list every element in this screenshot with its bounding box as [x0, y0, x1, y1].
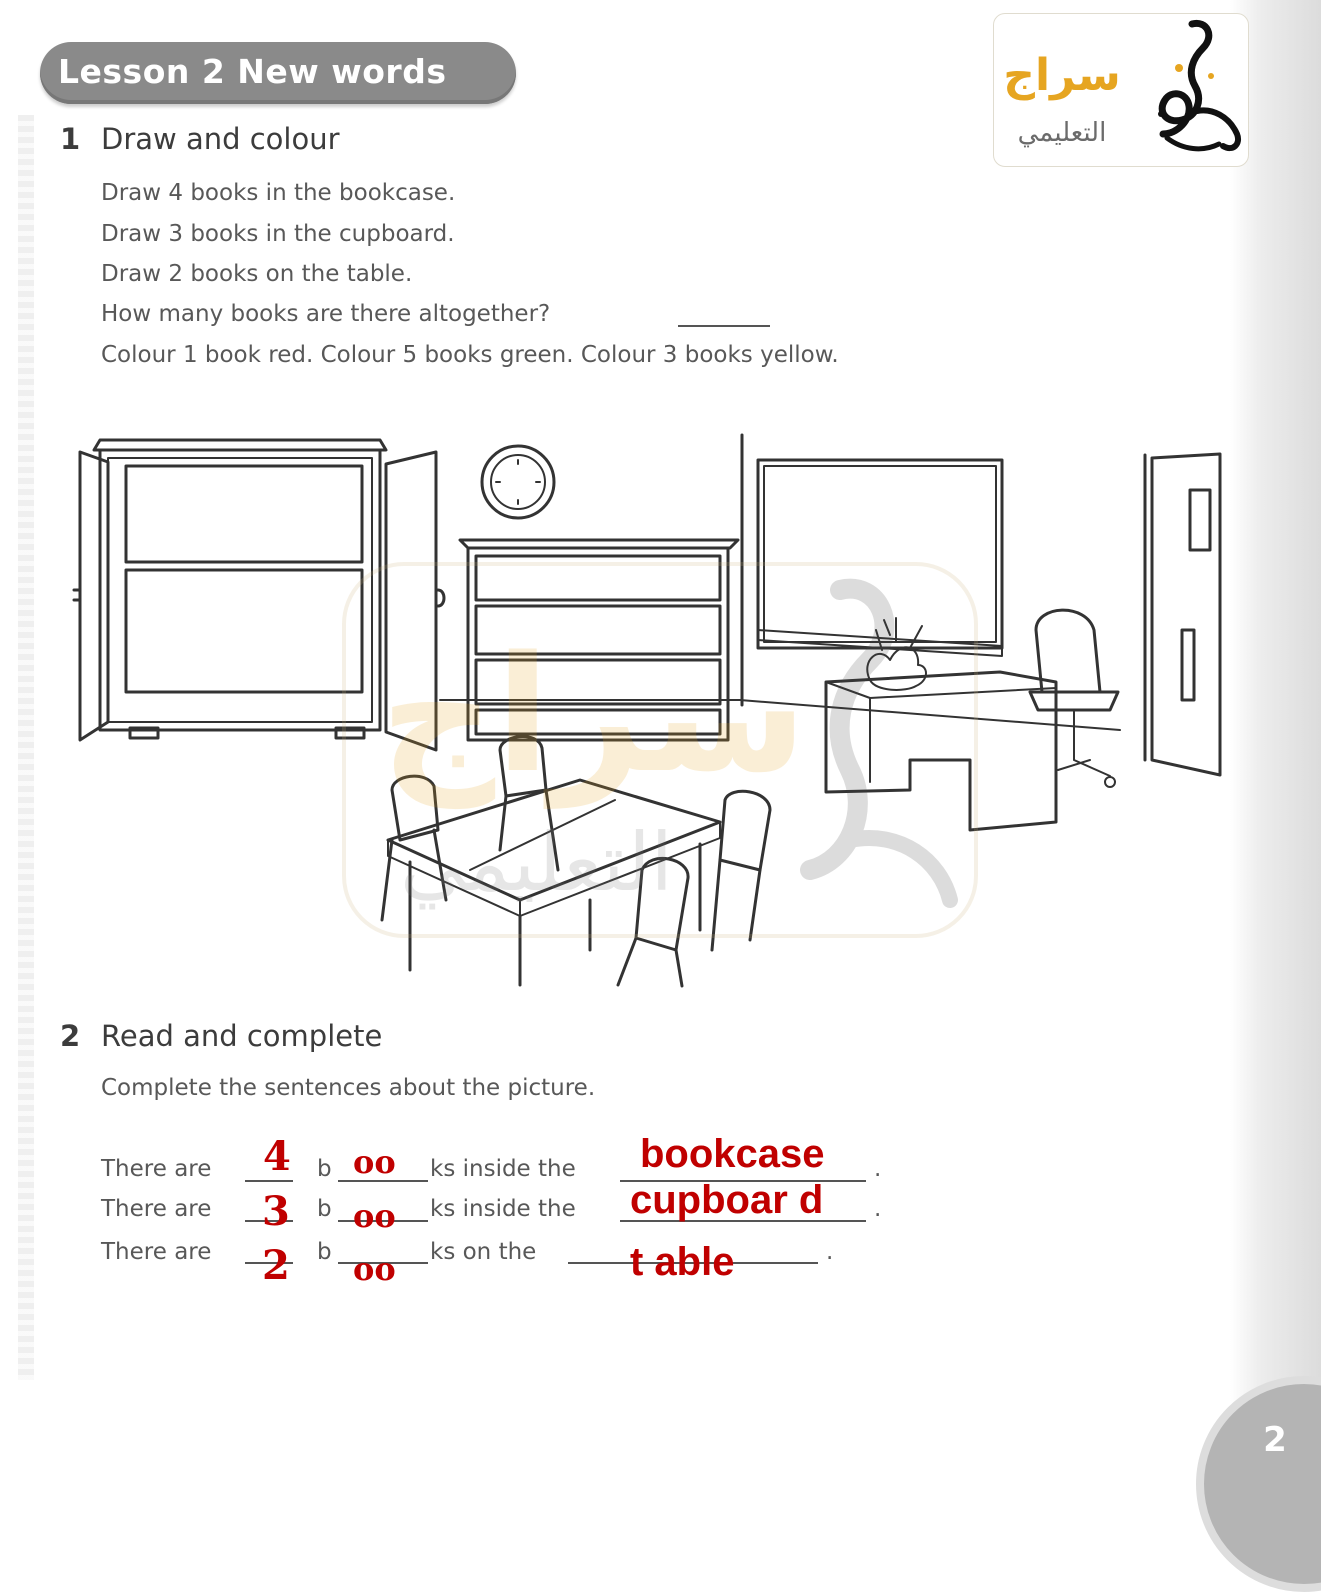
- page-number: 2: [1263, 1420, 1287, 1460]
- copyright-side-strip: [18, 115, 34, 1380]
- clock-drawing: [482, 446, 554, 518]
- section-2-number: 2: [60, 1019, 81, 1053]
- answer-1-word: bookcase: [640, 1132, 825, 1176]
- sentence-2-part-3: ks inside the: [430, 1196, 576, 1222]
- sentence-2-part-4: .: [874, 1196, 882, 1222]
- answer-3-word: t able: [630, 1240, 735, 1284]
- sentence-3-part-4: .: [826, 1239, 834, 1265]
- section-2-title: Read and complete: [101, 1019, 383, 1053]
- instruction-2: Draw 3 books in the cupboard.: [101, 221, 455, 247]
- svg-text:التعليمي: التعليمي: [400, 816, 673, 909]
- section-1-number: 1: [60, 122, 81, 156]
- answer-2-number: 3: [262, 1188, 290, 1235]
- watermark-logo-icon: [340, 560, 980, 940]
- logo-text-main: سراج: [1003, 50, 1121, 101]
- sentence-2-part-1: There are: [101, 1196, 212, 1222]
- answer-2-word: cupboar d: [630, 1178, 824, 1222]
- instruction-1: Draw 4 books in the bookcase.: [101, 180, 456, 206]
- door-drawing: [1152, 454, 1220, 775]
- total-books-blank[interactable]: [678, 325, 770, 327]
- sentence-3-part-2: b: [317, 1239, 332, 1265]
- sentence-1-part-3: ks inside the: [430, 1156, 576, 1182]
- page-number-tab: [1196, 1376, 1321, 1592]
- section-1-title: Draw and colour: [101, 122, 340, 156]
- sentence-1-number-blank[interactable]: [245, 1180, 293, 1182]
- instruction-4: How many books are there altogether?: [101, 301, 551, 327]
- logo-text-sub: التعليمي: [1017, 118, 1107, 148]
- sentence-1-part-1: There are: [101, 1156, 212, 1182]
- sentence-1-part-4: .: [874, 1156, 882, 1182]
- sentence-3-part-3: ks on the: [430, 1239, 537, 1265]
- sentence-2-part-2: b: [317, 1196, 332, 1222]
- lesson-title: Lesson 2 New words: [58, 52, 447, 91]
- answer-1-number: 4: [263, 1133, 291, 1180]
- answer-2-letters: oo: [353, 1197, 396, 1235]
- teacher-chair-drawing: [1030, 610, 1118, 787]
- page-edge-shade: [1230, 0, 1321, 1496]
- instruction-3: Draw 2 books on the table.: [101, 261, 413, 287]
- calligraphy-logo-icon: [1137, 16, 1247, 161]
- answer-3-number: 2: [262, 1242, 290, 1289]
- sentence-1-part-2: b: [317, 1156, 332, 1182]
- sentence-3-part-1: There are: [101, 1239, 212, 1265]
- answer-3-letters: oo: [353, 1250, 396, 1288]
- answer-1-letters: oo: [353, 1143, 396, 1181]
- svg-text:سراج: سراج: [380, 621, 808, 808]
- section-2-intro: Complete the sentences about the picture.: [101, 1075, 596, 1101]
- instruction-5: Colour 1 book red. Colour 5 books green. Colour 3 books yellow.: [101, 342, 839, 368]
